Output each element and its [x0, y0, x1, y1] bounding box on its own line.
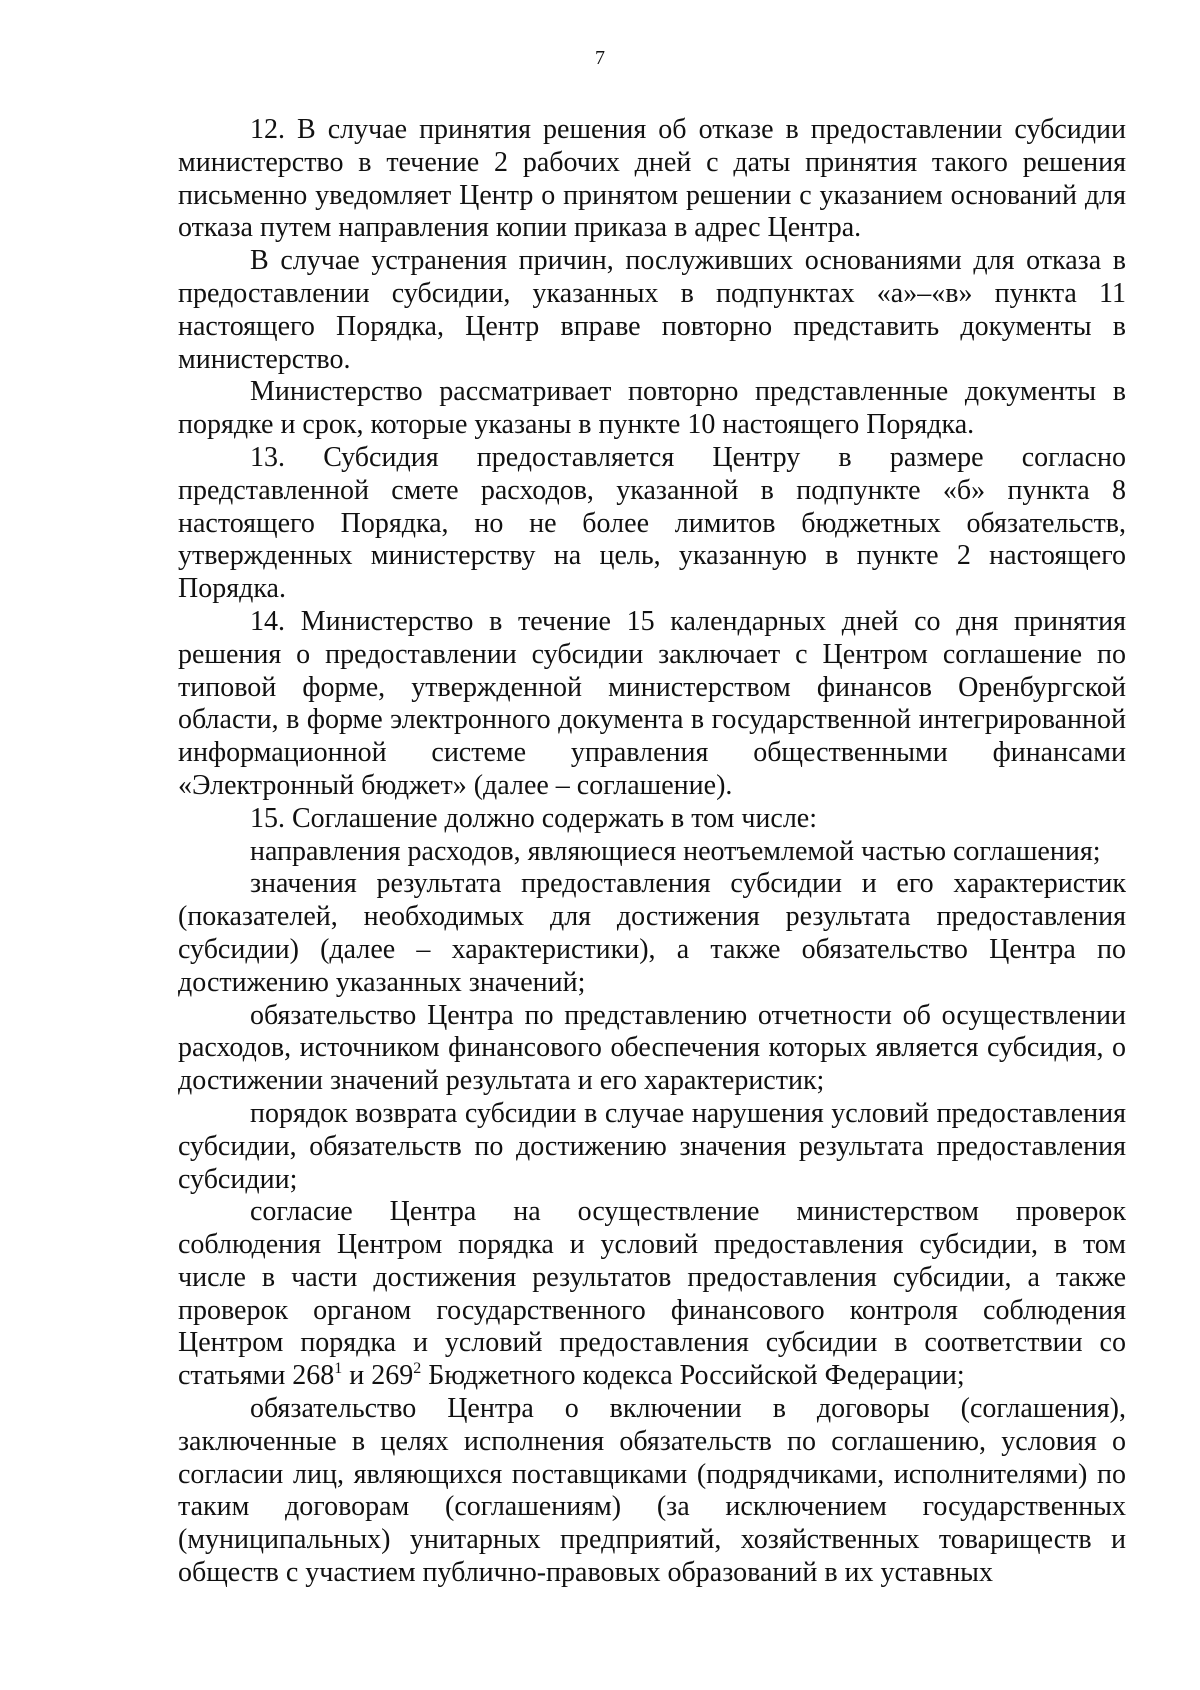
page-number: 7 — [595, 47, 605, 69]
audit-consent-text-middle: и 269 — [342, 1360, 414, 1392]
audit-consent-text: согласие Центра на осуществление министерством проверок соблюдения Центром порядка и условий предоставления субсидии, в том числе в части достижения результатов предоставления субсидии, а также проверок органом государственного финансового контроля соблюдения Центром порядка и условий предоставления субсидии в соответствии со статьями 268 — [178, 1196, 1126, 1392]
paragraph-15-reporting: обязательство Центра по представлению отчетности об осуществлении расходов, источником финансового обеспечения которых является субсидия, о достижении значений результата и его характеристик; — [178, 999, 1126, 1097]
document-body — [178, 114, 1126, 1590]
paragraph-13: 13. Субсидия предоставляется Центру в размере согласно представленной смете расходов, указанной в подпункте «б» пункта 8 настоящего Порядка, но не более лимитов бюджетных обязательств, утвержденных министерству на цель, указанную в пункте 2 настоящего Порядка. — [178, 441, 1126, 605]
paragraph-12-review: Министерство рассматривает повторно представленные документы в порядке и срок, которые указаны в пункте 10 настоящего Порядка. — [178, 376, 1126, 441]
paragraph-15-refund-procedure: порядок возврата субсидии в случае нарушения условий предоставления субсидии, обязательств по достижению значения результата предоставления субсидии; — [178, 1097, 1126, 1195]
paragraph-12: 12. В случае принятия решения об отказе в предоставлении субсидии министерство в течение 2 рабочих дней с даты принятия такого решения письменно уведомляет Центр о принятом решении с указанием оснований для отказа путем направления копии приказа в адрес Центра. — [178, 114, 1126, 244]
audit-consent-text-end: Бюджетного кодекса Российской Федерации; — [421, 1360, 965, 1392]
paragraph-15: 15. Соглашение должно содержать в том числе: — [250, 802, 817, 834]
paragraph-15-audit-consent — [178, 1196, 1126, 1393]
paragraph-12-resubmission: В случае устранения причин, послуживших основаниями для отказа в предоставлении субсидии, указанных в подпунктах «а»–«в» пункта 11 настоящего Порядка, Центр вправе повторно представить документы в министерство. — [178, 245, 1126, 375]
paragraph-14: 14. Министерство в течение 15 календарных дней со дня принятия решения о предоставлении субсидии заключает с Центром соглашение по типовой форме, утвержденной министерством финансов Оренбургской области, в форме электронного документа в государственной интегрированной информационной системе управления общественными финансами «Электронный бюджет» (далее – соглашение). — [178, 605, 1126, 801]
superscript-2: 2 — [413, 1360, 422, 1378]
paragraph-15-result-values: значения результата предоставления субсидии и его характеристик (показателей, необходимых для достижения результата предоставления субсидии) (далее – характеристики), а также обязательство Центра по достижению указанных значений; — [178, 868, 1126, 998]
paragraph-15-contract-inclusion: обязательство Центра о включении в договоры (соглашения), заключенные в целях исполнения обязательств по соглашению, условия о согласии лиц, являющихся поставщиками (подрядчиками, исполнителями) по таким договорам (соглашениям) (за исключением государственных (муниципальных) унитарных предприятий, хозяйственных товариществ и обществ с участием публично-правовых образований в их уставных — [178, 1393, 1126, 1589]
superscript-1: 1 — [334, 1360, 343, 1378]
paragraph-15-expense-directions: направления расходов, являющиеся неотъемлемой частью соглашения; — [250, 835, 1101, 867]
